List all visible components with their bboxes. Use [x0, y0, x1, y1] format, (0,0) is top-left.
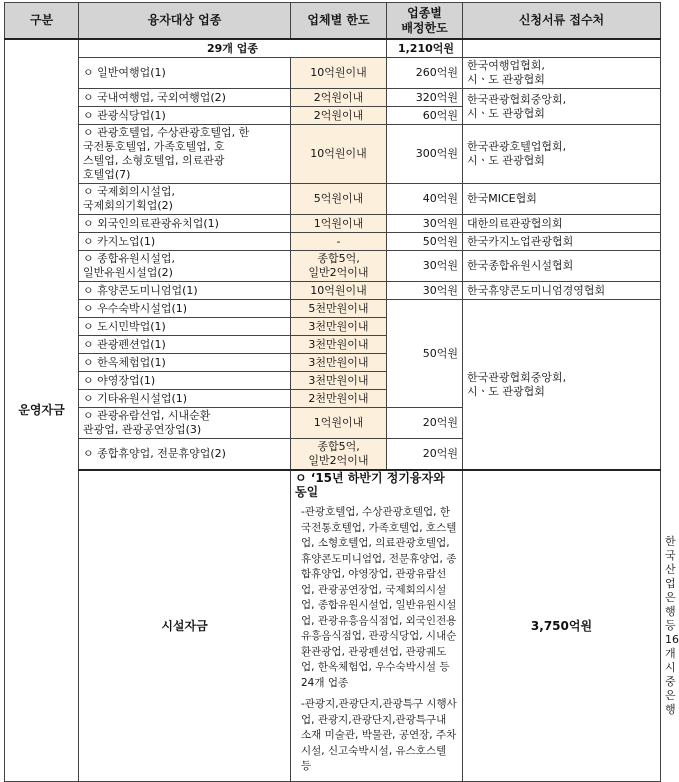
limit-cell: 종합5억, 일반2억이내 — [291, 439, 387, 471]
limit-cell: 3천만원이내 — [291, 372, 387, 390]
limit-cell: 10억원이내 — [291, 58, 387, 89]
industry-cell: ㅇ 종합유원시설업, 일반유원시설업(2) — [79, 251, 291, 282]
summary-label: 29개 업종 — [79, 39, 387, 58]
industry-cell: ㅇ 휴양콘도미니엄업(1) — [79, 282, 291, 300]
limit-cell: 3천만원이내 — [291, 354, 387, 372]
agency-cell: 한국여행업협회, 시ㆍ도 관광협회 — [463, 58, 661, 89]
industry-cell: ㅇ 종합휴양업, 전문휴양업(2) — [79, 439, 291, 471]
limit-cell: 5천만원이내 — [291, 300, 387, 318]
limit-cell: - — [291, 233, 387, 251]
industry-cell: ㅇ 국제회의시설업, 국제회의기획업(2) — [79, 184, 291, 215]
limit-cell: 2억원이내 — [291, 89, 387, 107]
summary-empty — [463, 39, 661, 58]
industry-cell: ㅇ 한옥체험업(1) — [79, 354, 291, 372]
summary-total: 1,210억원 — [387, 39, 463, 58]
industry-cell: ㅇ 도시민박업(1) — [79, 318, 291, 336]
agency-cell: 한국MICE협회 — [463, 184, 661, 215]
limit-cell: 1억원이내 — [291, 215, 387, 233]
limit-cell: 1억원이내 — [291, 408, 387, 439]
industry-cell: ㅇ 우수숙박시설업(1) — [79, 300, 291, 318]
industry-cell: ㅇ 국내여행업, 국외여행업(2) — [79, 89, 291, 107]
facility-projects: -관광지,관광단지,관광특구 시행사업, 관광지,관광단지,관광특구내 소재 미술관, 박물관, 공연장, 주차시설, 신고숙박시설, 유스호스텔 등 — [301, 698, 457, 772]
industry-cell: ㅇ 일반여행업(1) — [79, 58, 291, 89]
header-industry: 융자대상 업종 — [79, 3, 291, 40]
industry-cell: ㅇ 관광호텔업, 수상관광호텔업, 한 국전통호텔업, 가족호텔업, 호 스텔업, 소형호텔업, 의료관광 호텔업(7) — [79, 125, 291, 184]
agency-cell: 한국관광협회중앙회, 시ㆍ도 관광협회 — [463, 89, 661, 125]
limit-cell: 5억원이내 — [291, 184, 387, 215]
facility-allocation: 3,750억원 — [463, 470, 661, 781]
header-limit: 업체별 한도 — [291, 3, 387, 40]
industry-cell: ㅇ 관광유람선업, 시내순환 관광업, 관광공연장업(3) — [79, 408, 291, 439]
facility-title: ㅇ ‘15년 하반기 정기융자와 동일 — [295, 471, 445, 499]
limit-cell: 종합5억, 일반2억이내 — [291, 251, 387, 282]
header-category: 구분 — [5, 3, 79, 40]
allocation-cell: 30억원 — [387, 251, 463, 282]
allocation-cell: 300억원 — [387, 125, 463, 184]
limit-cell: 10억원이내 — [291, 282, 387, 300]
allocation-cell: 50억원 — [387, 233, 463, 251]
agency-cell: 한국관광호텔업협회, 시ㆍ도 관광협회 — [463, 125, 661, 184]
allocation-cell: 20억원 — [387, 408, 463, 439]
industry-cell: ㅇ 관광식당업(1) — [79, 107, 291, 125]
industry-cell: ㅇ 외국인의료관광유치업(1) — [79, 215, 291, 233]
facility-category: 시설자금 — [79, 470, 291, 781]
limit-cell: 2천만원이내 — [291, 390, 387, 408]
agency-cell: 한국종합유원시설협회 — [463, 251, 661, 282]
facility-description — [291, 470, 463, 781]
limit-cell: 2억원이내 — [291, 107, 387, 125]
group-allocation-cell: 50억원 — [387, 300, 463, 408]
allocation-cell: 40억원 — [387, 184, 463, 215]
industry-cell: ㅇ 기타유원시설업(1) — [79, 390, 291, 408]
agency-cell: 대한의료관광협의회 — [463, 215, 661, 233]
header-agency: 신청서류 접수처 — [463, 3, 661, 40]
limit-cell: 3천만원이내 — [291, 318, 387, 336]
header-allocation: 업종별 배정한도 — [387, 3, 463, 40]
agency-cell: 한국카지노업관광협회 — [463, 233, 661, 251]
industry-cell: ㅇ 카지노업(1) — [79, 233, 291, 251]
allocation-cell: 30억원 — [387, 282, 463, 300]
allocation-cell: 20억원 — [387, 439, 463, 471]
allocation-cell: 60억원 — [387, 107, 463, 125]
limit-cell: 10억원이내 — [291, 125, 387, 184]
industry-cell: ㅇ 관광펜션업(1) — [79, 336, 291, 354]
allocation-cell: 30억원 — [387, 215, 463, 233]
allocation-cell: 320억원 — [387, 89, 463, 107]
facility-industries: -관광호텔업, 수상관광호텔업, 한국전통호텔업, 가족호텔업, 호스텔업, 소형호텔업, 의료관광호텔업, 휴양콘도미니엄업, 전문휴양업, 종합휴양업, 야영장업, 관광유람선업, 관광공연장업, 국제회의시설업, 종합유원시설업, 일반유원시설업, 관광유흥음식점업, 외국인전용유흥음식점업, 관광식당업, 시내순환관광업, 관광펜션업, 관광궤도업, 한옥체험업, 우수숙박시설 등 24개 업종 — [301, 506, 457, 689]
group-agency-cell: 한국관광협회중앙회, 시ㆍ도 관광협회 — [463, 300, 661, 471]
operating-category: 운영자금 — [5, 39, 79, 781]
limit-cell: 3천만원이내 — [291, 336, 387, 354]
industry-cell: ㅇ 야영장업(1) — [79, 372, 291, 390]
allocation-cell: 260억원 — [387, 58, 463, 89]
agency-cell: 한국휴양콘도미니엄경영협회 — [463, 282, 661, 300]
loan-table: 구분 융자대상 업종 업체별 한도 업종별 배정한도 신청서류 접수처 운영자금 29개 업종 1,210억원 ㅇ 일반여행업(1) 10억원이내 260억원 한국여행업협회, 시ㆍ도 관광협회 ㅇ 국내여행업, 국외여행업(2) 2억원이내 320억원 한국관광협회중앙회, 시ㆍ도 관광협회 ㅇ 관광식당업(1) 2억원이내 60억원 ㅇ 관광호텔업, 수상관광호텔업, 한 국전통호텔업, 가족호텔업, 호 스텔업, 소형호텔업, 의료관광 호텔업(7) 10억원이내 300억원 한국관광호텔업협회, 시ㆍ도 관광협회 ㅇ 국제회의시설업, 국제회의기획업(2) 5억원이내 40억원 한국MICE협회 ㅇ 외국인의료관광유치업(1) 1억원이내 30억원 대한의료관광협의회 ㅇ 카지노업(1) - 50억원 한국카지노업관광협회 ㅇ 종합유원시설업, 일반유원시설업(2) 종합5억, 일반2억이내 30억원 한국종합유원시설협회 ㅇ 휴양콘도미니엄업(1) 10억원이내 30억원 한국휴양콘도미니엄경영협회 ㅇ 우수숙박시설업(1) 5천만원이내 50억원 한국관광협회중앙회, 시ㆍ도 관광협회 ㅇ 도시민박업(1) 3천만원이내 ㅇ 관광펜션업(1) 3천만원이내 ㅇ 한옥체험업(1) 3천만원이내 ㅇ 야영장업(1) 3천만원이내 ㅇ 기타유원시설업(1) 2천만원이내 ㅇ 관광유람선업, 시내순환 관광업, 관광공연장업(3) 1억원이내 20억원 ㅇ 종합휴양업, 전문휴양업(2) 종합5억, 일반2억이내 20억원 시설자금 ㅇ ‘15년 하반기 정기융자와 동일 -관광호텔업, 수상관광호텔업, 한국전통호텔업, 가족호텔업, 호스텔업, 소형호텔업, 의료관광호텔업, 휴양콘도미니엄업, 전문휴양업, 종합휴양업, 야영장업, 관광유람선업, 관광공연장업, 국제회의시설업, 종합유원시설업, 일반유원시설업, 관광유흥음식점업, 외국인전용유흥음식점업, 관광식당업, 시내순환관광업, 관광펜션업, 관광궤도업, 한옥체험업, 우수숙박시설 등 24개 업종 -관광지,관광단지,관광특구 시행사업, 관광지,관광단지,관광특구내 소재 미술관, 박물관, 공연장, 주차시설, 신고숙박시설, 유스호스텔 등 3,750억원 한국산업은행 등 16개 시중은행 — [4, 2, 661, 782]
